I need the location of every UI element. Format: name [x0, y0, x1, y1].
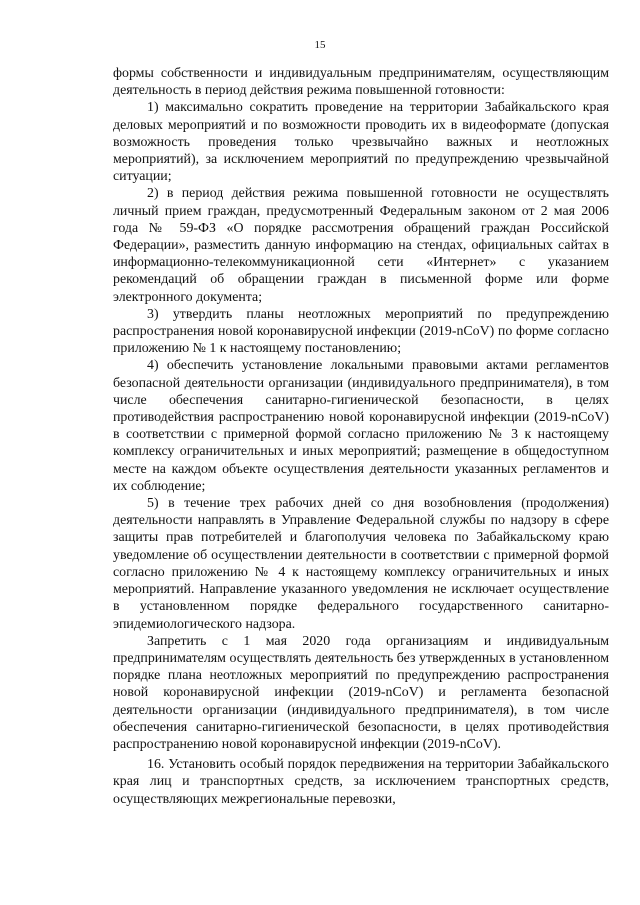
paragraph-section-16: 16. Установить особый порядок передвижения на территории Забайкальского края лиц и транспортных средств, за исключением транспортных средств, осуществляющих межрегиональные перевозки,	[113, 757, 609, 807]
paragraph-item-5: 5) в течение трех рабочих дней со дня возобновления (продолжения) деятельности направлять в Управление Федеральной службы по надзору в сфере защиты прав потребителей и благополучия человека по Забайкальскому краю уведомление об осуществлении деятельности в соответствии с примерной формой согласно приложению № 4 к настоящему комплексу ограничительных и иных мероприятий. Направление указанного уведомления не исключает осуществление в установленном порядке федерального государственного санитарно-эпидемиологического надзора.	[113, 496, 609, 632]
page-number: 15	[314, 39, 326, 51]
paragraph-item-3: 3) утвердить планы неотложных мероприятий по предупреждению распространения новой коронавирусной инфекции (2019-nCoV) по форме согласно приложению № 1 к настоящему постановлению;	[113, 306, 609, 357]
paragraph-prohibition: Запретить с 1 мая 2020 года организациям и индивидуальным предпринимателям осуществлять деятельность без утвержденных в установленном порядке плана неотложных мероприятий по предупреждению распространения новой коронавирусной инфекции (2019-nCoV) и регламента безопасной деятельности организации (индивидуального предпринимателя), в том числе обеспечения санитарно-гигиенической безопасности, в целях противодействия распространению новой коронавирусной инфекции (2019-nCoV).	[113, 633, 609, 752]
paragraph-intro: формы собственности и индивидуальным предпринимателям, осуществляющим деятельность в период действия режима повышенной готовности:	[113, 66, 609, 99]
document-body	[113, 65, 609, 808]
paragraph-item-2: 2) в период действия режима повышенной готовности не осуществлять личный прием граждан, предусмотренный Федеральным законом от 2 мая 2006 года № 59-ФЗ «О порядке рассмотрения обращений граждан Российской Федерации», разместить данную информацию на стендах, официальных сайтах в информационно-телекоммуникационной сети «Интернет» с указанием рекомендаций об обращении граждан в письменной форме или форме электронного документа;	[113, 186, 609, 305]
paragraph-item-1: 1) максимально сократить проведение на территории Забайкальского края деловых мероприятий и по возможности проводить их в видеоформате (допуская возможность проведения только чрезвычайно важных и неотложных мероприятий), за исключением мероприятий по предупреждению чрезвычайной ситуации;	[113, 100, 609, 185]
paragraph-item-4: 4) обеспечить установление локальными правовыми актами регламентов безопасной деятельности организации (индивидуального предпринимателя), в том числе обеспечения санитарно-гигиенической безопасности, в целях противодействия распространению новой коронавирусной инфекции (2019-nCoV) в соответствии с примерной формой согласно приложению № 3 к настоящему комплексу ограничительных и иных мероприятий; размещение в общедоступном месте на каждом объекте осуществления деятельности указанных регламентов и их соблюдение;	[113, 358, 609, 494]
